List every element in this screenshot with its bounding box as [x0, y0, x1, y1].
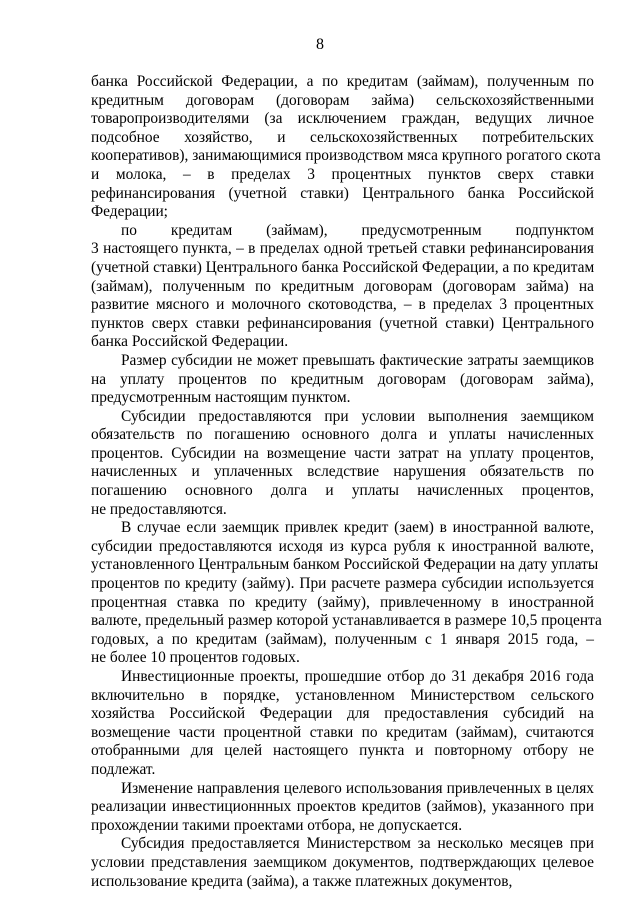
paragraph — [91, 668, 594, 780]
text-line: включительно в порядке, установленном Министерством сельского — [91, 686, 594, 704]
text-line: начисленных и уплаченных вследствие нарушения обязательств по — [91, 463, 594, 481]
text-line: на уплату процентов по кредитным договорам (договорам займа), — [91, 370, 594, 388]
text-line: и молока, – в пределах 3 процентных пунктов сверх ставки — [91, 165, 594, 183]
document-body — [91, 73, 602, 891]
text-line: условии представления заемщиком документов, подтверждающих целевое — [91, 853, 594, 871]
text-line: (займам), полученным по кредитным договорам (договорам займа) на — [91, 277, 594, 295]
text-line: кооперативов), занимающимися производством мяса крупного рогатого скота — [91, 147, 601, 165]
text-line: товаропроизводителями (за исключением граждан, ведущих личное — [91, 110, 594, 128]
text-line: погашению основного долга и уплаты начисленных процентов, — [91, 482, 594, 500]
text-line: рефинансирования (учетной ставки) Центрального банка Российской — [91, 184, 594, 202]
text-line: банка Российской Федерации, а по кредитам (займам), полученным по — [91, 73, 594, 90]
text-line: обязательств по погашению основного долга и уплаты начисленных — [91, 426, 594, 444]
text-line: годовых, а по кредитам (займам), полученным с 1 января 2015 года, – — [91, 630, 594, 648]
text-line: реализации инвестиционнных проектов кредитов (займов), указанного при — [91, 798, 594, 816]
text-line: В случае если заемщик привлек кредит (заем) в иностранной валюте, — [121, 519, 594, 537]
paragraph — [91, 835, 594, 891]
text-line: 3 настоящего пункта, – в пределах одной третьей ставки рефинансирования — [91, 240, 594, 258]
paragraph — [91, 780, 594, 836]
text-line: процентов. Субсидии на возмещение части затрат на уплату процентов, — [91, 444, 594, 462]
text-line: кредитным договорам (договорам займа) сельскохозяйственными — [91, 91, 594, 109]
text-line: Субсидия предоставляется Министерством за несколько месяцев при — [121, 835, 594, 853]
paragraph — [91, 352, 594, 408]
paragraph — [91, 73, 601, 222]
paragraph — [91, 222, 594, 352]
text-line: Изменение направления целевого использования привлеченных в целях — [121, 779, 594, 797]
text-line: предусмотренным настоящим пунктом. — [91, 389, 351, 407]
paragraph — [91, 408, 594, 520]
text-line: субсидии предоставляются исходя из курса рубля к иностранной валюте, — [91, 537, 594, 555]
page-number: 8 — [316, 36, 324, 53]
text-line: прохождении такими проектами отбора, не допускается. — [91, 816, 463, 834]
text-line: Субсидии предоставляются при условии выполнения заемщиком — [121, 407, 594, 425]
paragraph — [91, 519, 602, 668]
text-line: пунктов сверх ставки рефинансирования (учетной ставки) Центрального — [91, 314, 594, 332]
text-line: процентов по кредиту (займу). При расчете размера субсидии используется — [91, 575, 594, 593]
text-line: валюте, предельный размер которой устанавливается в размере 10,5 процента — [91, 612, 602, 630]
text-line: Инвестиционные проекты, прошедшие отбор до 31 декабря 2016 года — [121, 668, 594, 685]
text-line: (учетной ставки) Центрального банка Российской Федерации, а по кредитам — [91, 258, 595, 276]
text-line: Размер субсидии не может превышать фактические затраты заемщиков — [121, 351, 594, 369]
text-line: подсобное хозяйство, и сельскохозяйственных потребительских — [91, 128, 594, 146]
text-line: банка Российской Федерации. — [91, 333, 289, 351]
text-line: установленного Центральным банком Российской Федерации на дату уплаты — [91, 556, 599, 574]
text-line: Федерации; — [91, 203, 168, 221]
text-line: хозяйства Российской Федерации для предоставления субсидий на — [91, 705, 594, 723]
text-line: отобранными для целей настоящего пункта и повторному отбору не — [91, 742, 594, 760]
text-line: развитие мясного и молочного скотоводства, – в пределах 3 процентных — [91, 296, 594, 314]
text-line: не более 10 процентов годовых. — [91, 649, 300, 667]
text-line: подлежат. — [91, 760, 156, 778]
text-line: использование кредита (займа), а также платежных документов, — [91, 872, 513, 890]
text-line: по кредитам (займам), предусмотренным подпунктом — [121, 221, 594, 239]
text-line: не предоставляются. — [91, 500, 227, 518]
text-line: процентная ставка по кредиту (займу), привлеченному в иностранной — [91, 593, 594, 611]
text-line: возмещение части процентной ставки по кредитам (займам), считаются — [91, 723, 594, 741]
